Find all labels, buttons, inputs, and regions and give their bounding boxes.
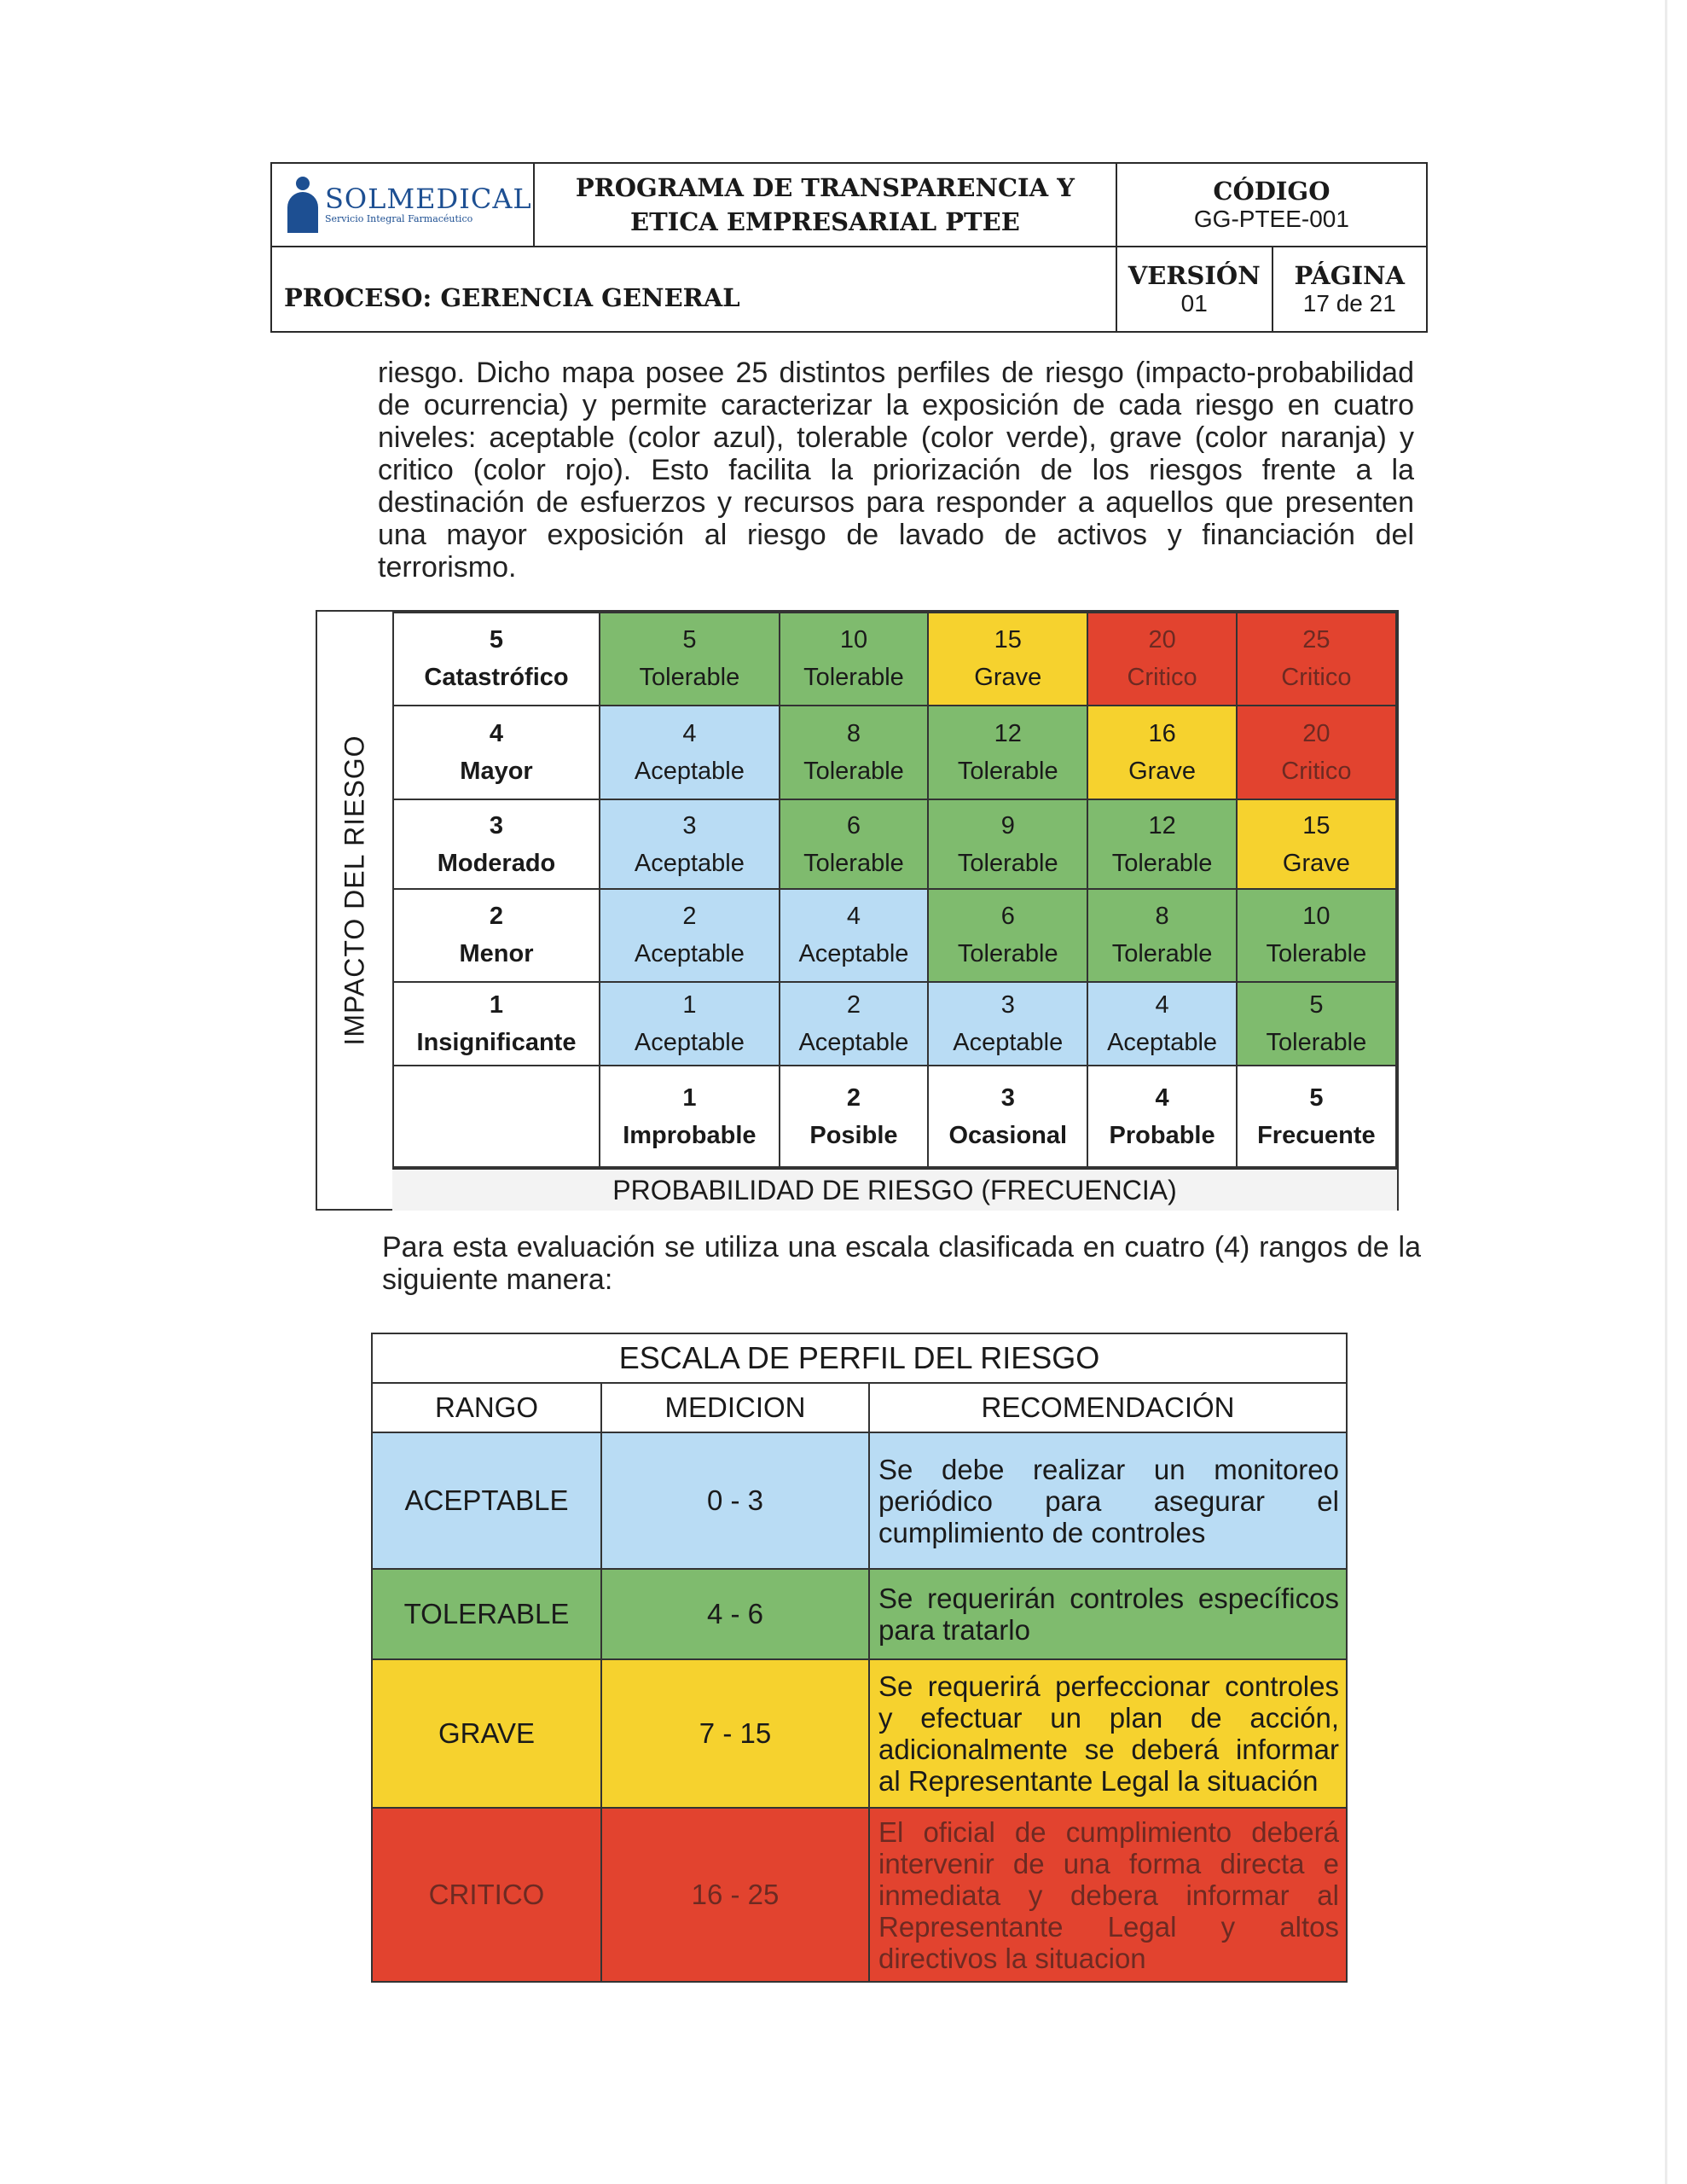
document-header — [270, 162, 1428, 333]
risk-cell — [1087, 889, 1236, 982]
probability-number: 1 — [682, 1083, 697, 1112]
scale-row — [372, 1432, 1347, 1569]
risk-cell — [600, 706, 780, 800]
risk-score: 1 — [682, 990, 697, 1019]
risk-score: 4 — [682, 719, 697, 747]
impact-level — [393, 799, 600, 889]
risk-level: Tolerable — [803, 849, 904, 877]
scale-row — [372, 1569, 1347, 1659]
risk-cell — [780, 613, 928, 706]
impact-level — [393, 706, 600, 800]
risk-score: 3 — [682, 811, 697, 839]
code-cell — [1116, 163, 1427, 247]
probability-label: Improbable — [623, 1121, 757, 1149]
risk-score: 9 — [1000, 811, 1015, 839]
risk-cell — [600, 799, 780, 889]
risk-cell — [928, 706, 1087, 800]
impact-level — [393, 982, 600, 1066]
impact-axis — [317, 612, 394, 1168]
probability-label: Ocasional — [948, 1121, 1068, 1149]
scale-row — [372, 1659, 1347, 1808]
risk-level: Tolerable — [1111, 849, 1213, 877]
risk-score: 5 — [682, 626, 697, 654]
scale-rango: TOLERABLE — [372, 1569, 601, 1659]
risk-score: 10 — [839, 626, 868, 654]
intro-paragraph: riesgo. Dicho mapa posee 25 distintos perfiles de riesgo (impacto-probabilidad de ocurrencia) y permite caracterizar la exposición de cada riesgo en cuatro niveles: aceptable (color azul), tolerable (color verde), grave (color naranja) y critico (color rojo). Esto facilita la priorización de los riesgos frente a la destinación de esfuerzos y recursos para responder a aquellos que presenten una mayor exposición al riesgo de lavado de activos y financiación del terrorismo. — [378, 357, 1414, 584]
risk-score: 15 — [994, 626, 1022, 654]
risk-level: Critico — [1281, 757, 1352, 785]
company-logo — [286, 177, 533, 233]
scale-rango: GRAVE — [372, 1659, 601, 1808]
risk-level: Tolerable — [957, 757, 1058, 785]
risk-score: 16 — [1148, 719, 1176, 747]
version-value: 01 — [1180, 290, 1208, 317]
logo-tagline: Servicio Integral Farmacéutico — [325, 213, 473, 224]
risk-level: Aceptable — [634, 757, 745, 785]
impact-axis-label: IMPACTO DEL RIESGO — [339, 734, 370, 1046]
matrix-row — [393, 799, 1396, 889]
risk-score: 20 — [1302, 719, 1330, 747]
risk-cell — [1237, 982, 1396, 1066]
impact-level-number: 3 — [489, 811, 504, 839]
probability-number: 3 — [1000, 1083, 1015, 1112]
risk-score: 4 — [846, 903, 861, 931]
page-edge — [1665, 0, 1667, 2184]
risk-cell — [600, 613, 780, 706]
person-icon — [286, 177, 320, 233]
risk-level: Aceptable — [1107, 1028, 1218, 1056]
impact-level-label: Moderado — [437, 849, 556, 877]
program-title: PROGRAMA DE TRANSPARENCIA Y ETICA EMPRESARIAL PTEE — [534, 163, 1116, 247]
scale-recomendacion: Se debe realizar un monitoreo periódico para asegurar el cumplimiento de controles — [869, 1432, 1347, 1569]
impact-level-label: Catastrófico — [424, 664, 569, 692]
probability-level — [600, 1066, 780, 1167]
risk-score: 3 — [1000, 990, 1015, 1019]
impact-level-number: 2 — [489, 903, 504, 931]
risk-cell — [1237, 889, 1396, 982]
column-header-rango: RANGO — [372, 1383, 601, 1432]
risk-cell — [780, 982, 928, 1066]
risk-cell — [600, 982, 780, 1066]
probability-label: Frecuente — [1257, 1121, 1376, 1149]
risk-scale-table — [371, 1333, 1348, 1983]
risk-cell — [780, 889, 928, 982]
risk-level: Tolerable — [1266, 940, 1367, 968]
risk-level: Aceptable — [798, 1028, 909, 1056]
scale-recomendacion: Se requerirá perfeccionar controles y efectuar un plan de acción, adicionalmente se deberá informar al Representante Legal la situación — [869, 1659, 1347, 1808]
risk-level: Aceptable — [634, 849, 745, 877]
impact-level-number: 5 — [489, 626, 504, 654]
scale-recomendacion: Se requerirán controles específicos para tratarlo — [869, 1569, 1347, 1659]
matrix-row — [393, 706, 1396, 800]
impact-level-label: Insignificante — [416, 1028, 577, 1056]
scale-medicion: 4 - 6 — [601, 1569, 869, 1659]
logo-cell — [271, 163, 534, 247]
risk-cell — [1087, 799, 1236, 889]
risk-level: Tolerable — [803, 757, 904, 785]
risk-level: Tolerable — [957, 940, 1058, 968]
risk-cell — [1237, 706, 1396, 800]
risk-level: Aceptable — [953, 1028, 1064, 1056]
code-label: CÓDIGO — [1213, 177, 1330, 206]
scale-medicion: 0 - 3 — [601, 1432, 869, 1569]
risk-level: Critico — [1281, 664, 1352, 692]
risk-level: Critico — [1127, 664, 1197, 692]
probability-level — [928, 1066, 1087, 1167]
matrix-row — [393, 982, 1396, 1066]
logo-name: SOLMEDICAL — [325, 183, 532, 215]
empty-corner-cell — [393, 1066, 600, 1167]
risk-level: Tolerable — [803, 664, 904, 692]
probability-row — [393, 1066, 1396, 1167]
probability-number: 5 — [1309, 1083, 1324, 1112]
probability-level — [780, 1066, 928, 1167]
probability-label: Posible — [809, 1121, 898, 1149]
column-header-recomendacion: RECOMENDACIÓN — [869, 1383, 1347, 1432]
risk-cell — [780, 706, 928, 800]
risk-level: Tolerable — [639, 664, 740, 692]
risk-score: 20 — [1148, 626, 1176, 654]
risk-matrix-grid — [392, 612, 1397, 1168]
scale-row — [372, 1808, 1347, 1982]
impact-level-number: 1 — [489, 990, 504, 1019]
risk-score: 12 — [1148, 811, 1176, 839]
risk-cell — [1087, 982, 1236, 1066]
risk-cell — [780, 799, 928, 889]
version-label: VERSIÓN — [1128, 261, 1261, 290]
risk-score: 2 — [682, 903, 697, 931]
risk-score: 6 — [1000, 903, 1015, 931]
risk-score: 15 — [1302, 811, 1330, 839]
scale-title: ESCALA DE PERFIL DEL RIESGO — [372, 1333, 1347, 1383]
probability-level — [1087, 1066, 1236, 1167]
risk-level: Aceptable — [634, 1028, 745, 1056]
probability-level — [1237, 1066, 1396, 1167]
page-label: PÁGINA — [1294, 261, 1406, 290]
column-header-medicion: MEDICION — [601, 1383, 869, 1432]
impact-level — [393, 889, 600, 982]
scale-recomendacion: El oficial de cumplimiento deberá intervenir de una forma directa e inmediata y debera informar al Representante Legal y altos directivos la situacion — [869, 1808, 1347, 1982]
risk-cell — [1237, 613, 1396, 706]
risk-score: 8 — [846, 719, 861, 747]
probability-label: Probable — [1109, 1121, 1215, 1149]
risk-cell — [1087, 706, 1236, 800]
probability-axis-label: PROBABILIDAD DE RIESGO (FRECUENCIA) — [392, 1168, 1397, 1211]
matrix-row — [393, 889, 1396, 982]
risk-cell — [928, 799, 1087, 889]
impact-level-label: Menor — [459, 940, 534, 968]
risk-cell — [928, 889, 1087, 982]
probability-number: 4 — [1155, 1083, 1169, 1112]
probability-number: 2 — [846, 1083, 861, 1112]
risk-cell — [1237, 799, 1396, 889]
risk-score: 2 — [846, 990, 861, 1019]
matrix-row — [393, 613, 1396, 706]
risk-score: 5 — [1309, 990, 1324, 1019]
risk-level: Grave — [1128, 757, 1197, 785]
risk-score: 6 — [846, 811, 861, 839]
risk-score: 25 — [1302, 626, 1330, 654]
page-cell — [1272, 247, 1427, 332]
scale-medicion: 7 - 15 — [601, 1659, 869, 1808]
impact-level — [393, 613, 600, 706]
risk-cell — [928, 613, 1087, 706]
risk-score: 4 — [1155, 990, 1169, 1019]
code-value: GG-PTEE-001 — [1193, 206, 1349, 232]
risk-matrix — [316, 610, 1399, 1211]
risk-cell — [600, 889, 780, 982]
risk-level: Grave — [1282, 849, 1350, 877]
scale-medicion: 16 - 25 — [601, 1808, 869, 1982]
risk-level: Tolerable — [957, 849, 1058, 877]
version-cell — [1116, 247, 1272, 332]
impact-level-number: 4 — [489, 719, 504, 747]
risk-level: Tolerable — [1266, 1028, 1367, 1056]
scale-rango: CRITICO — [372, 1808, 601, 1982]
risk-level: Tolerable — [1111, 940, 1213, 968]
risk-level: Grave — [974, 664, 1042, 692]
risk-level: Aceptable — [634, 940, 745, 968]
page-value: 17 de 21 — [1302, 290, 1396, 317]
risk-level: Aceptable — [798, 940, 909, 968]
risk-cell — [1087, 613, 1236, 706]
risk-cell — [928, 982, 1087, 1066]
scale-rango: ACEPTABLE — [372, 1432, 601, 1569]
scale-intro-paragraph: Para esta evaluación se utiliza una escala clasificada en cuatro (4) rangos de la siguiente manera: — [382, 1231, 1421, 1296]
risk-score: 8 — [1155, 903, 1169, 931]
impact-level-label: Mayor — [460, 757, 533, 785]
process-label: PROCESO: GERENCIA GENERAL — [271, 247, 1116, 332]
risk-score: 10 — [1302, 903, 1330, 931]
risk-score: 12 — [994, 719, 1022, 747]
